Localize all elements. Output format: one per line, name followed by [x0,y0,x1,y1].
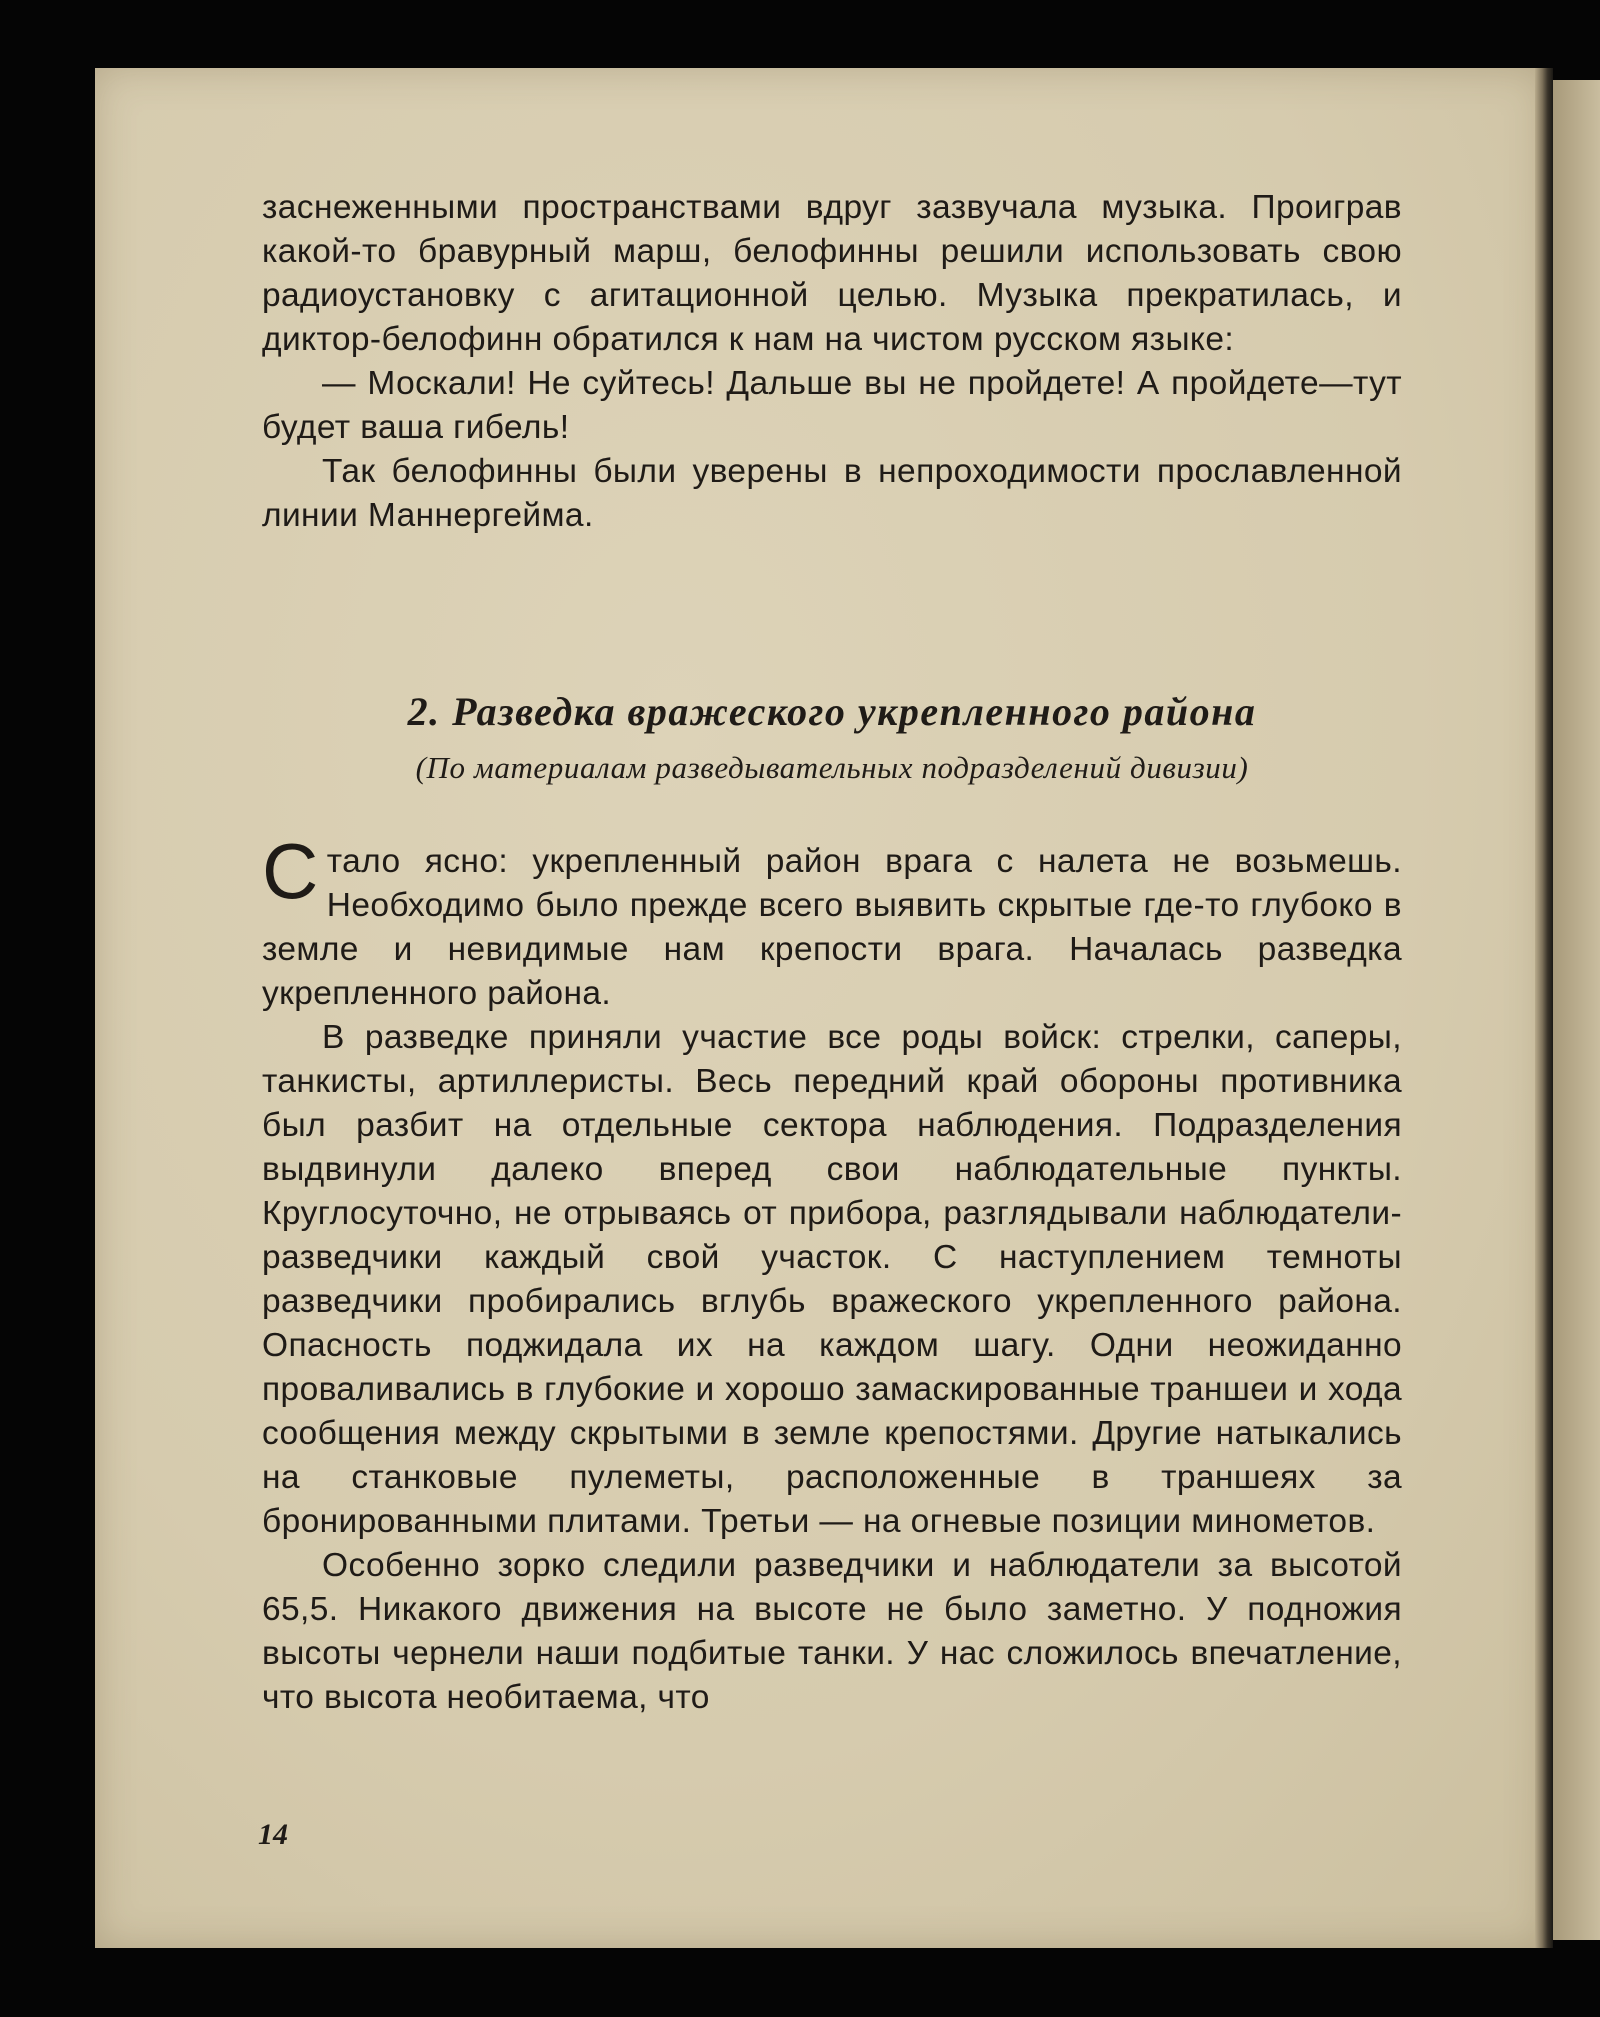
section-subheading: (По материалам разведывательных подразделений дивизии) [415,750,1249,785]
paragraph: — Москали! Не суйтесь! Дальше вы не пройдете! А пройдете—тут будет ваша гибель! [262,365,1402,446]
body-text-block [262,827,1402,1720]
paragraph: Особенно зорко следили разведчики и наблюдатели за высотой 65,5. Никакого движения на высоте не было заметно. У подножия высоты чернели наши подбитые танки. У нас сложилось впечатление, что высота необитаема, что [262,1547,1402,1716]
adjacent-page-edge [1553,80,1600,1940]
top-text-block [262,186,1402,538]
paragraph [262,827,1402,1016]
paragraph: заснеженными пространствами вдруг зазвучала музыка. Проиграв какой-то бравурный марш, белофинны решили использовать свою радиоустановку с агитационной целью. Музыка прекратилась, и диктор-белофинн обратился к нам на чистом русском языке: [262,189,1402,358]
drop-cap: С [262,827,319,915]
paragraph: В разведке приняли участие все роды войск: стрелки, саперы, танкисты, артиллеристы. Весь передний край обороны противника был разбит на отдельные сектора наблюдения. Подразделения выдвинули далеко вперед свои наблюдательные пункты. Круглосуточно, не отрываясь от прибора, разглядывали наблюдатели-разведчики каждый свой участок. С наступлением темноты разведчики пробирались вглубь вражеского укрепленного района. Опасность поджидала их на каждом шагу. Одни неожиданно проваливались в глубокие и хорошо замаскированные траншеи и хода сообщения между скрытыми в земле крепостями. Другие натыкались на станковые пулеметы, расположенные в траншеях за бронированными плитами. Третьи — на огневые позиции минометов. [262,1019,1402,1540]
paragraph: Так белофинны были уверены в непроходимости прославленной линии Маннергейма. [262,453,1402,534]
paragraph-text: тало ясно: укрепленный район врага с налета не возьмешь. Необходимо было прежде всего выявить скрытые где-то глубоко в земле и невидимые нам крепости врага. Началась разведка укрепленного района. [262,843,1402,1012]
section-heading: 2. Разведка вражеского укрепленного района [407,689,1257,734]
book-spine [1535,68,1553,1948]
page-number: 14 [258,1818,288,1851]
